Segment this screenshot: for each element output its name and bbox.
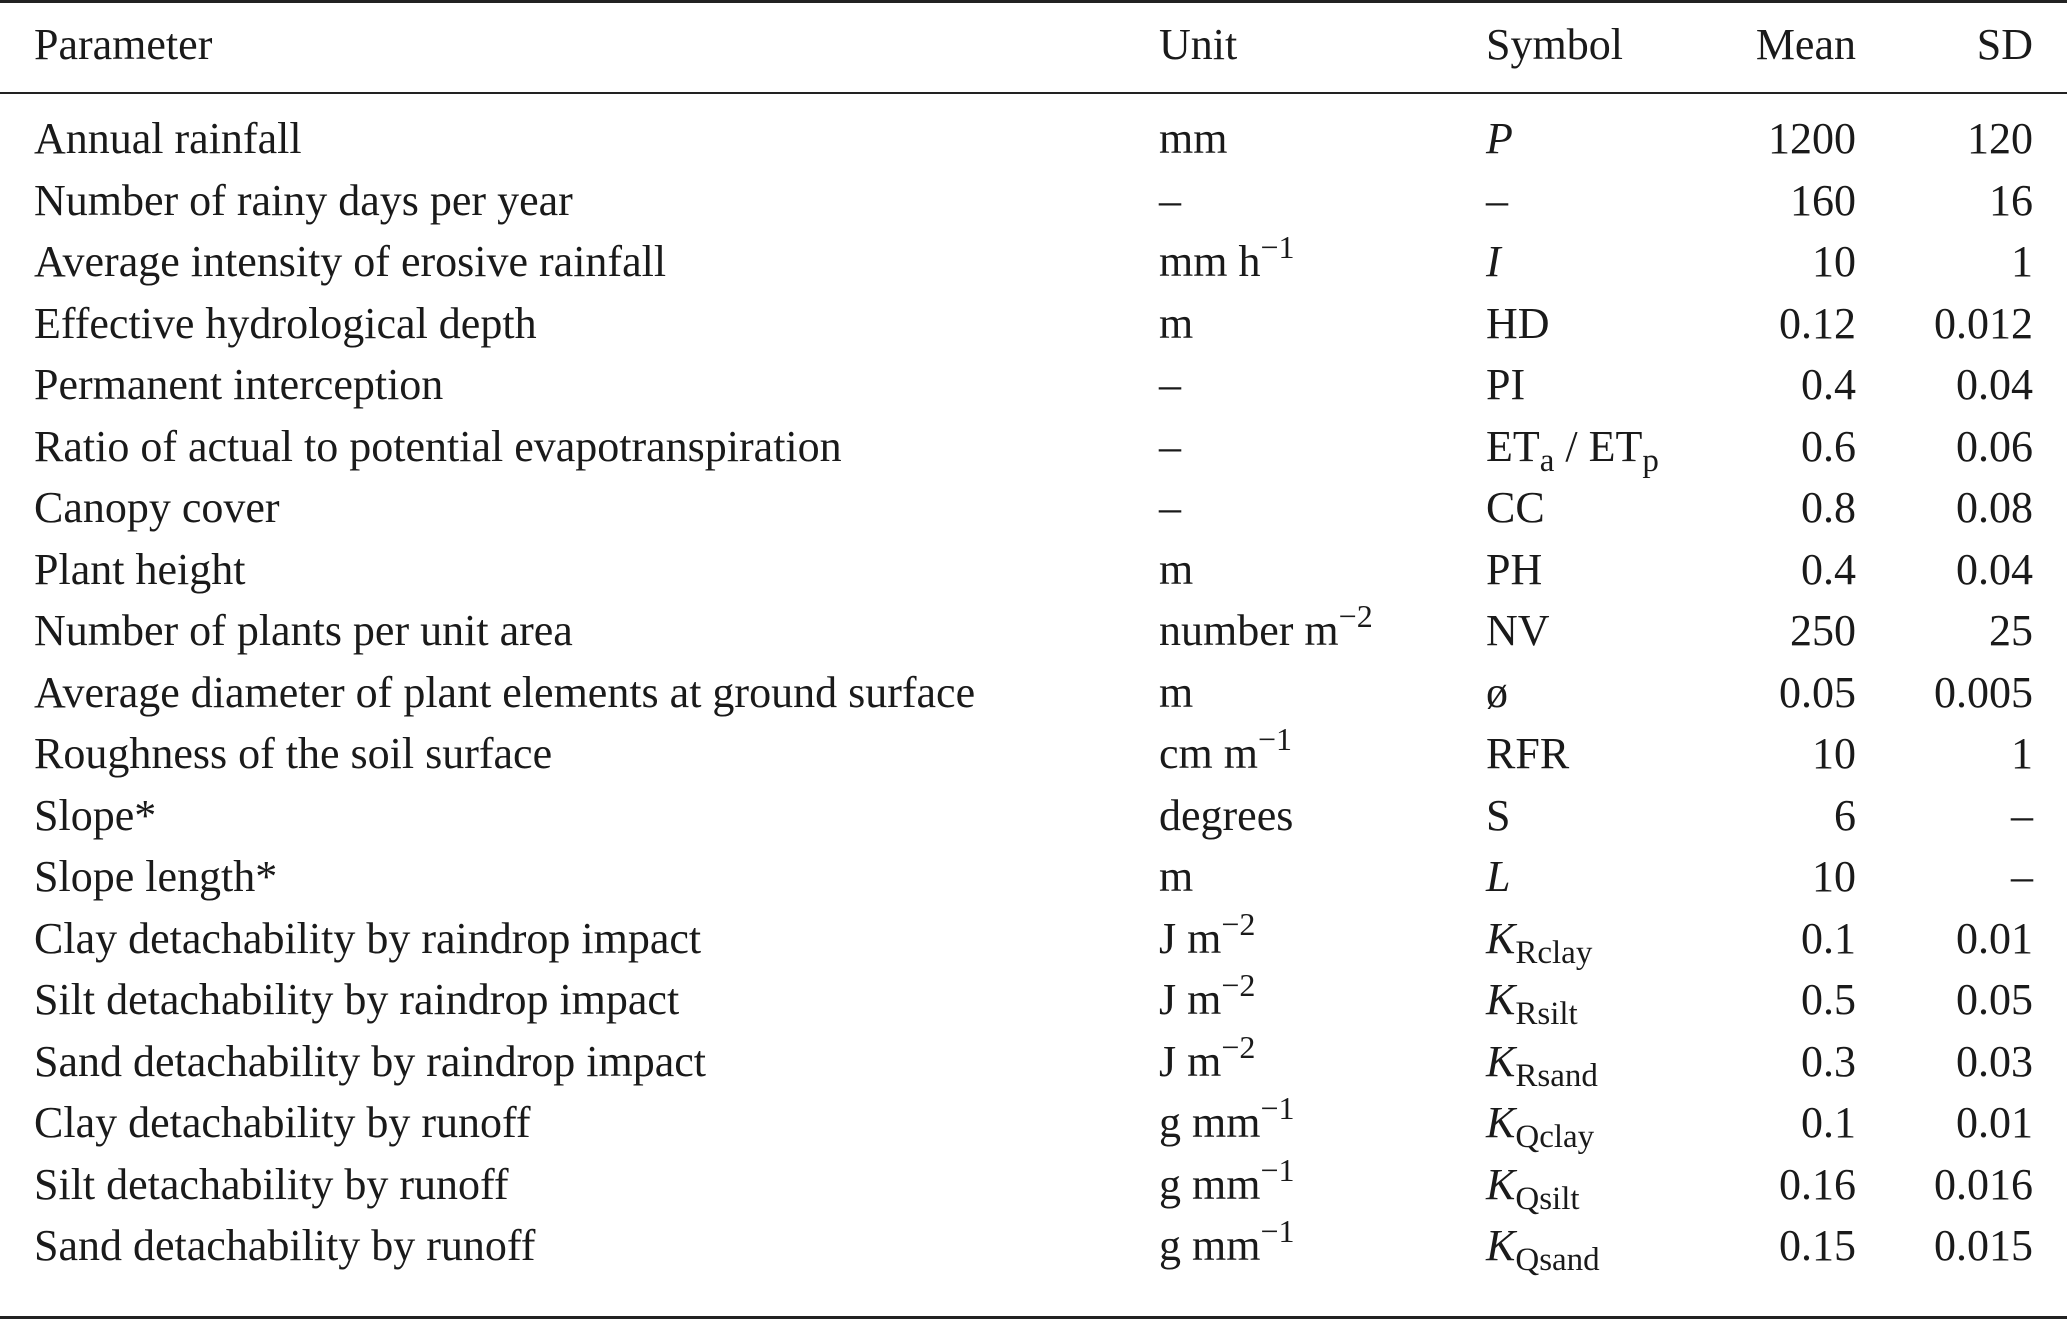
table-row — [0, 354, 2067, 416]
header-row — [0, 14, 2067, 76]
sd-cell: 16 — [1989, 175, 2033, 225]
mean-cell: 0.3 — [1801, 1036, 1856, 1086]
symbol-main: K — [1486, 1036, 1516, 1086]
header-symbol: Symbol — [1486, 20, 1623, 69]
symbol-cell — [1486, 1154, 1580, 1220]
sd-cell: 0.03 — [1956, 1036, 2033, 1086]
unit-cell — [1159, 846, 1193, 908]
symbol-cell — [1486, 846, 1510, 908]
unit-base: m — [1159, 298, 1194, 348]
table-row — [0, 539, 2067, 601]
sd-cell: 0.012 — [1934, 298, 2033, 348]
table-row — [0, 1028, 2067, 1094]
parameter-cell: Annual rainfall — [34, 114, 302, 163]
table-row — [0, 477, 2067, 539]
symbol-main: PH — [1486, 544, 1543, 594]
unit-exponent: −2 — [1338, 598, 1373, 634]
header-rule — [0, 92, 2067, 94]
unit-cell — [1159, 785, 1293, 847]
unit-cell — [1159, 1092, 1295, 1157]
bottom-rule — [0, 1316, 2067, 1319]
mean-cell: 0.05 — [1779, 667, 1856, 717]
unit-base: g mm — [1159, 1098, 1261, 1147]
mean-cell: 0.1 — [1801, 913, 1856, 963]
symbol-main: ø — [1486, 667, 1508, 717]
unit-base: g mm — [1159, 1159, 1261, 1209]
parameter-cell: Average diameter of plant elements at ground surface — [34, 667, 976, 717]
symbol-cell — [1486, 108, 1513, 170]
mean-cell: 250 — [1790, 606, 1856, 655]
unit-cell — [1159, 905, 1256, 973]
parameter-cell: Ratio of actual to potential evapotranspiration — [34, 421, 842, 471]
unit-cell — [1159, 539, 1193, 601]
symbol-main: K — [1486, 1159, 1516, 1209]
mean-cell: 0.1 — [1801, 1098, 1856, 1147]
symbol-main: P — [1486, 114, 1513, 163]
unit-base: m — [1159, 544, 1194, 594]
unit-exponent: −2 — [1221, 905, 1256, 942]
symbol-subscript: Qclay — [1515, 1119, 1595, 1155]
parameter-cell: Roughness of the soil surface — [34, 729, 553, 778]
unit-cell — [1159, 293, 1193, 355]
parameter-cell: Effective hydrological depth — [34, 298, 537, 348]
sd-cell: 120 — [1967, 114, 2033, 163]
unit-cell — [1159, 354, 1181, 416]
mean-cell: 6 — [1834, 790, 1856, 840]
symbol-cell — [1486, 416, 1659, 482]
table-row — [0, 662, 2067, 724]
unit-cell — [1159, 969, 1255, 1034]
unit-exponent: −1 — [1260, 1090, 1295, 1126]
parameter-cell: Sand detachability by runoff — [34, 1221, 536, 1270]
table-row — [0, 416, 2067, 478]
table-row — [0, 905, 2067, 971]
header-parameter: Parameter — [34, 20, 213, 69]
parameter-cell: Number of plants per unit area — [34, 606, 573, 655]
mean-cell: 0.15 — [1779, 1221, 1856, 1270]
symbol-cell — [1486, 231, 1501, 293]
unit-base: mm h — [1159, 237, 1261, 286]
mean-cell: 10 — [1812, 729, 1856, 778]
mean-cell: 10 — [1812, 852, 1856, 901]
symbol-main: HD — [1486, 298, 1550, 348]
sd-cell: 0.04 — [1956, 360, 2033, 409]
unit-base: degrees — [1159, 790, 1294, 840]
parameter-cell: Sand detachability by raindrop impact — [34, 1036, 707, 1086]
table-row — [0, 231, 2067, 293]
symbol-cell — [1486, 293, 1550, 355]
unit-base: – — [1159, 175, 1181, 225]
unit-cell — [1159, 662, 1193, 724]
parameter-cell: Number of rainy days per year — [34, 175, 573, 225]
symbol-cell — [1486, 600, 1550, 662]
parameter-cell: Permanent interception — [34, 360, 444, 409]
table-row — [0, 600, 2067, 662]
unit-cell — [1159, 1151, 1295, 1219]
symbol-subscript: Rsilt — [1515, 996, 1578, 1032]
unit-exponent: −2 — [1221, 967, 1256, 1003]
sd-cell: 0.005 — [1934, 667, 2033, 717]
parameter-cell: Silt detachability by raindrop impact — [34, 975, 680, 1024]
table-row — [0, 1092, 2067, 1154]
unit-cell — [1159, 1028, 1256, 1096]
parameter-cell: Silt detachability by runoff — [34, 1159, 509, 1209]
sd-cell: 0.06 — [1956, 421, 2033, 471]
unit-exponent: −1 — [1260, 229, 1295, 265]
table-row — [0, 1151, 2067, 1217]
symbol-main: I — [1486, 237, 1501, 286]
symbol-main: ET — [1486, 421, 1540, 471]
parameter-cell: Clay detachability by runoff — [34, 1098, 531, 1147]
unit-base: number m — [1159, 606, 1339, 655]
symbol-main: K — [1486, 1098, 1516, 1147]
symbol-main: L — [1486, 852, 1511, 901]
unit-cell — [1159, 723, 1292, 788]
symbol-main: – — [1486, 175, 1508, 225]
sd-cell: – — [2011, 790, 2033, 840]
symbol-middle: / ET — [1554, 421, 1643, 471]
unit-base: – — [1159, 421, 1181, 471]
symbol-main: NV — [1486, 606, 1550, 655]
table-row — [0, 108, 2067, 170]
unit-exponent: −2 — [1221, 1028, 1256, 1065]
unit-base: J m — [1159, 1036, 1222, 1086]
symbol-main: K — [1486, 913, 1516, 963]
unit-cell — [1159, 108, 1227, 170]
table-row — [0, 969, 2067, 1031]
unit-cell — [1159, 1215, 1295, 1280]
table-row — [0, 723, 2067, 785]
symbol-cell — [1486, 477, 1545, 539]
mean-cell: 10 — [1812, 237, 1856, 286]
sd-cell: 0.08 — [1956, 483, 2033, 532]
symbol-cell — [1486, 1092, 1594, 1158]
unit-cell — [1159, 170, 1181, 232]
sd-cell: 1 — [2011, 729, 2033, 778]
table-row — [0, 1215, 2067, 1277]
unit-cell — [1159, 416, 1181, 478]
unit-base: mm — [1159, 114, 1228, 163]
mean-cell: 1200 — [1768, 114, 1856, 163]
unit-cell — [1159, 600, 1373, 665]
mean-cell: 0.12 — [1779, 298, 1856, 348]
sd-cell: 1 — [2011, 237, 2033, 286]
parameter-cell: Clay detachability by raindrop impact — [34, 913, 702, 963]
table-row — [0, 785, 2067, 847]
symbol-cell — [1486, 785, 1510, 847]
mean-cell: 0.16 — [1779, 1159, 1856, 1209]
parameter-cell: Canopy cover — [34, 483, 280, 532]
parameter-cell: Average intensity of erosive rainfall — [34, 237, 667, 286]
sd-cell: – — [2011, 852, 2033, 901]
sd-cell: 0.01 — [1956, 913, 2033, 963]
sd-cell: 0.01 — [1956, 1098, 2033, 1147]
symbol-subscript: Rclay — [1515, 934, 1593, 971]
mean-cell: 0.4 — [1801, 544, 1856, 594]
symbol-cell — [1486, 1031, 1598, 1097]
symbol-cell — [1486, 539, 1542, 601]
symbol-subscript: Rsand — [1515, 1057, 1598, 1094]
unit-cell — [1159, 477, 1181, 539]
parameter-cell: Slope* — [34, 790, 157, 840]
unit-base: – — [1159, 483, 1181, 532]
unit-base: – — [1159, 360, 1181, 409]
symbol-main: RFR — [1486, 729, 1570, 778]
parameter-cell: Slope length* — [34, 852, 278, 901]
header-mean: Mean — [1755, 20, 1856, 69]
sd-cell: 0.015 — [1934, 1221, 2033, 1270]
mean-cell: 0.8 — [1801, 483, 1856, 532]
parameter-cell: Plant height — [34, 544, 246, 594]
symbol-main: K — [1486, 1221, 1516, 1270]
symbol-main: PI — [1486, 360, 1526, 409]
symbol-cell — [1486, 969, 1578, 1035]
symbol-subscript: Qsand — [1515, 1242, 1600, 1278]
table-row — [0, 170, 2067, 232]
table-row — [0, 846, 2067, 908]
unit-cell — [1159, 231, 1295, 296]
unit-exponent: −1 — [1257, 721, 1293, 757]
sd-cell: 0.016 — [1934, 1159, 2033, 1209]
unit-base: J m — [1159, 975, 1222, 1024]
symbol-subscript: a — [1539, 442, 1555, 479]
symbol-cell — [1486, 723, 1569, 785]
sd-cell: 0.04 — [1956, 544, 2033, 594]
unit-base: m — [1159, 667, 1194, 717]
unit-base: cm m — [1159, 729, 1258, 778]
unit-base: m — [1159, 852, 1194, 901]
symbol-main: CC — [1486, 483, 1545, 532]
symbol-cell — [1486, 354, 1525, 416]
symbol-subscript-2: p — [1642, 442, 1659, 479]
symbol-cell — [1486, 170, 1508, 232]
mean-cell: 0.5 — [1801, 975, 1856, 1024]
sd-cell: 25 — [1989, 606, 2033, 655]
symbol-subscript: Qsilt — [1515, 1180, 1580, 1217]
mean-cell: 0.4 — [1801, 360, 1856, 409]
mean-cell: 160 — [1790, 175, 1856, 225]
symbol-main: S — [1486, 790, 1511, 840]
unit-exponent: −1 — [1260, 1213, 1295, 1249]
symbol-cell — [1486, 1215, 1600, 1281]
mean-cell: 0.6 — [1801, 421, 1856, 471]
symbol-cell — [1486, 908, 1592, 974]
unit-base: J m — [1159, 913, 1222, 963]
header-unit: Unit — [1159, 20, 1238, 69]
unit-exponent: −1 — [1260, 1151, 1295, 1188]
symbol-cell — [1486, 662, 1508, 724]
unit-base: g mm — [1159, 1221, 1261, 1270]
symbol-main: K — [1486, 975, 1516, 1024]
header-sd: SD — [1976, 20, 2033, 69]
sd-cell: 0.05 — [1956, 975, 2033, 1024]
table-row — [0, 293, 2067, 355]
top-rule — [0, 0, 2067, 3]
